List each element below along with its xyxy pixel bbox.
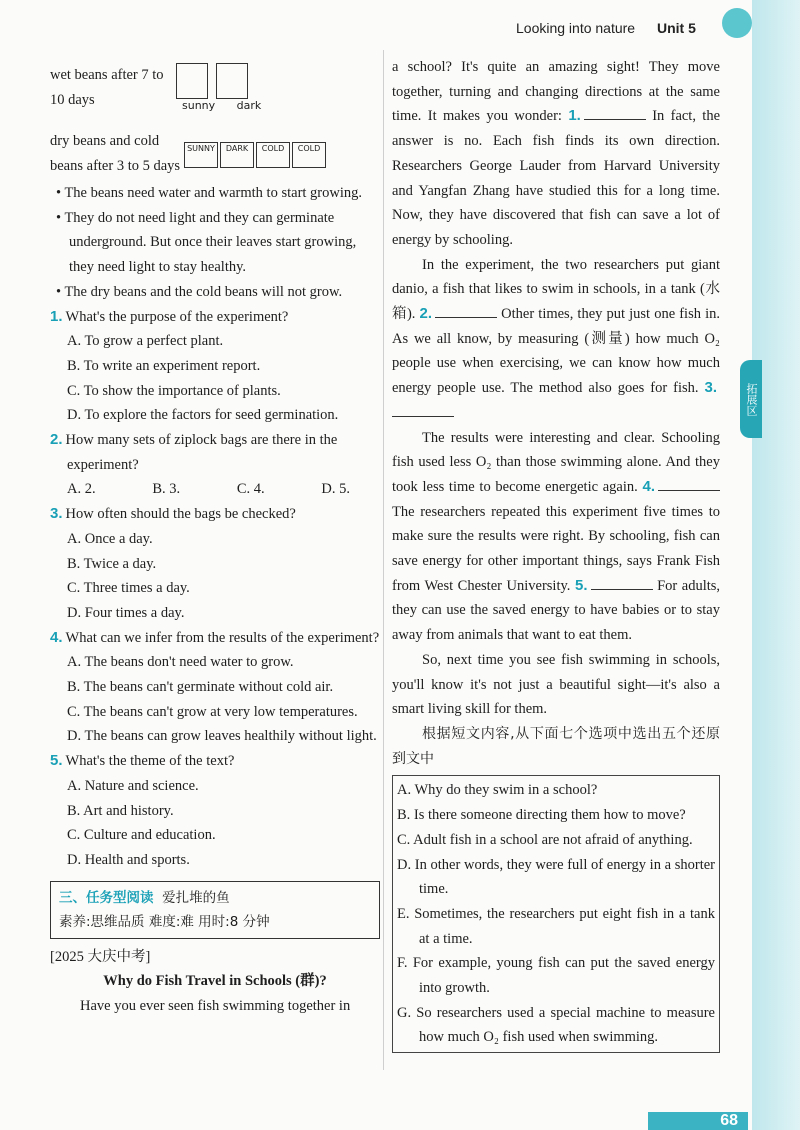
page-number: 68 <box>648 1112 748 1130</box>
option[interactable]: A. 2. <box>67 481 96 498</box>
blank-number: 5. <box>574 576 588 594</box>
option[interactable]: D. 5. <box>321 481 350 498</box>
row-label: dry beans and cold beans after 3 to 5 days <box>50 133 181 174</box>
unit-label: Unit 5 <box>656 20 696 36</box>
option[interactable]: A. Nature and science. <box>67 777 199 794</box>
paragraph: In the experiment, the two researchers put giant danio, a fish that likes to swim in schools, in a tank (水箱). 2. Other times, they put just one fish in. As we all know, by measuring (测量) how much O₂ people use when exercising, we can know how much energy people use. The method also goes for fish. 3. <box>392 253 720 426</box>
bag-dark: DARK <box>220 142 254 168</box>
task-meta: 素养:思维品质 难度:难 用时:8 分钟 <box>59 913 270 930</box>
table-row-wet <box>50 63 380 129</box>
option[interactable]: C. Culture and education. <box>67 827 216 844</box>
bag-cold: COLD <box>292 142 326 168</box>
option[interactable]: B. Art and history. <box>67 802 174 819</box>
blank-number: 3. <box>704 379 717 397</box>
choice-item[interactable]: E. Sometimes, the researchers put eight fish in a tank at a time. <box>397 905 715 947</box>
task-section-header <box>50 881 380 939</box>
question-2: 2. How many sets of ziplock bags are there in the experiment? A. 2. B. 3. C. 4. D. 5. <box>50 428 380 502</box>
side-decoration <box>752 0 800 1130</box>
choice-item[interactable]: F. For example, young fish can put the saved energy into growth. <box>397 955 715 997</box>
option[interactable]: C. The beans can't grow at very low temperatures. <box>67 703 358 720</box>
row-label: wet beans after 7 to 10 days <box>50 67 164 108</box>
right-column <box>392 55 720 1053</box>
exam-source: [2025 大庆中考] <box>50 948 151 965</box>
section-title: Looking into nature <box>516 20 636 36</box>
blank-number: 2. <box>419 305 433 323</box>
choice-item[interactable]: A. Why do they swim in a school? <box>397 782 598 799</box>
blank-number: 4. <box>642 477 655 495</box>
sprout-image-dark <box>216 63 248 99</box>
option[interactable]: B. To write an experiment report. <box>67 357 261 374</box>
task-subtitle: 爱扎堆的鱼 <box>162 889 230 906</box>
option[interactable]: A. To grow a perfect plant. <box>67 333 224 350</box>
column-divider <box>383 50 384 1070</box>
img-caption-sunny: sunny <box>182 99 216 112</box>
answer-blank-3[interactable] <box>392 402 454 417</box>
logo-icon <box>722 8 752 38</box>
question-1: 1. What's the purpose of the experiment? A. To grow a perfect plant. B. To write an experiment report. C. To show the importance of plants. D. To explore the factors for seed germination. <box>50 305 380 429</box>
answer-blank-5[interactable] <box>591 575 653 590</box>
option[interactable]: A. The beans don't need water to grow. <box>67 654 294 671</box>
choices-box <box>392 775 720 1053</box>
choice-item[interactable]: G. So researchers used a special machine to measure how much O₂ fish used when swimming. <box>397 1004 715 1046</box>
option[interactable]: D. To explore the factors for seed germination. <box>67 407 339 424</box>
left-column <box>50 63 380 1019</box>
page-header <box>516 20 696 36</box>
sprout-image-sunny <box>176 63 208 99</box>
task-title: 三、任务型阅读 <box>59 889 154 906</box>
question-3: 3. How often should the bags be checked? A. Once a day. B. Twice a day. C. Three times a day. D. Four times a day. <box>50 502 380 626</box>
choice-item[interactable]: D. In other words, they were full of energy in a shorter time. <box>397 856 715 898</box>
option[interactable]: C. To show the importance of plants. <box>67 382 281 399</box>
blank-number: 1. <box>568 107 581 125</box>
bullet-item: • The beans need water and warmth to start growing. <box>56 185 363 201</box>
article-text-start: Have you ever seen fish swimming together in <box>80 998 351 1015</box>
option[interactable]: D. Four times a day. <box>67 604 185 621</box>
article-title: Why do Fish Travel in Schools (群)? <box>103 973 327 990</box>
option[interactable]: B. The beans can't germinate without cold air. <box>67 679 334 696</box>
question-5: 5. What's the theme of the text? A. Nature and science. B. Art and history. C. Culture and education. D. Health and sports. <box>50 749 380 873</box>
choice-item[interactable]: B. Is there someone directing them how to move? <box>397 807 686 824</box>
answer-blank-2[interactable] <box>435 303 497 318</box>
option[interactable]: C. 4. <box>236 481 265 498</box>
table-row-dry <box>50 129 380 181</box>
answer-blank-1[interactable] <box>584 105 646 120</box>
option[interactable]: A. Once a day. <box>67 530 153 547</box>
img-caption-dark: dark <box>236 99 262 112</box>
bag-sunny: SUNNY <box>184 142 218 168</box>
bullet-item: • They do not need light and they can germinate underground. But once their leaves start growing, they need light to stay healthy. <box>56 209 357 276</box>
option[interactable]: C. Three times a day. <box>67 580 190 597</box>
paragraph: a school? It's quite an amazing sight! They move together, turning and changing directions at the same time. It makes you wonder: 1. In fact, the answer is no. Each fish finds its own direction. Researchers George Lauder from Harvard University and Yangfan Zhang have studied this for a long time. Now, they have discovered that fish can save a lot of energy by schooling. <box>392 59 721 248</box>
option[interactable]: D. Health and sports. <box>67 851 190 868</box>
answer-blank-4[interactable] <box>658 476 720 491</box>
paragraph: The results were interesting and clear. Schooling fish used less O₂ than those swimming alone. And they took less time to become energetic again. 4. The researchers repeated this experiment five times to make sure the results were right. By schooling, fish can save energy for other important things, says Frank Fish from West Chester University. 5. For adults, they can use the saved energy to have babies or to stay away from animals that want to eat them. <box>392 429 721 644</box>
option[interactable]: B. 3. <box>152 481 181 498</box>
instruction: 根据短文内容,从下面七个选项中选出五个还原到文中 <box>392 725 720 767</box>
bullet-item: • The dry beans and the cold beans will not grow. <box>56 283 343 300</box>
option[interactable]: D. The beans can grow leaves healthily without light. <box>67 728 377 745</box>
option[interactable]: B. Twice a day. <box>67 555 157 572</box>
question-4: 4. What can we infer from the results of the experiment? A. The beans don't need water to grow. B. The beans can't germinate without cold air. C. The beans can't grow at very low temperatures. D. The beans can grow leaves healthily without light. <box>50 626 380 750</box>
side-tab: 拓展区 <box>740 360 762 438</box>
bag-cold: COLD <box>256 142 290 168</box>
paragraph: So, next time you see fish swimming in schools, you'll know it's not just a beautiful sight—it's also a smart living skill for them. <box>392 651 720 718</box>
choice-item[interactable]: C. Adult fish in a school are not afraid of anything. <box>397 831 693 848</box>
